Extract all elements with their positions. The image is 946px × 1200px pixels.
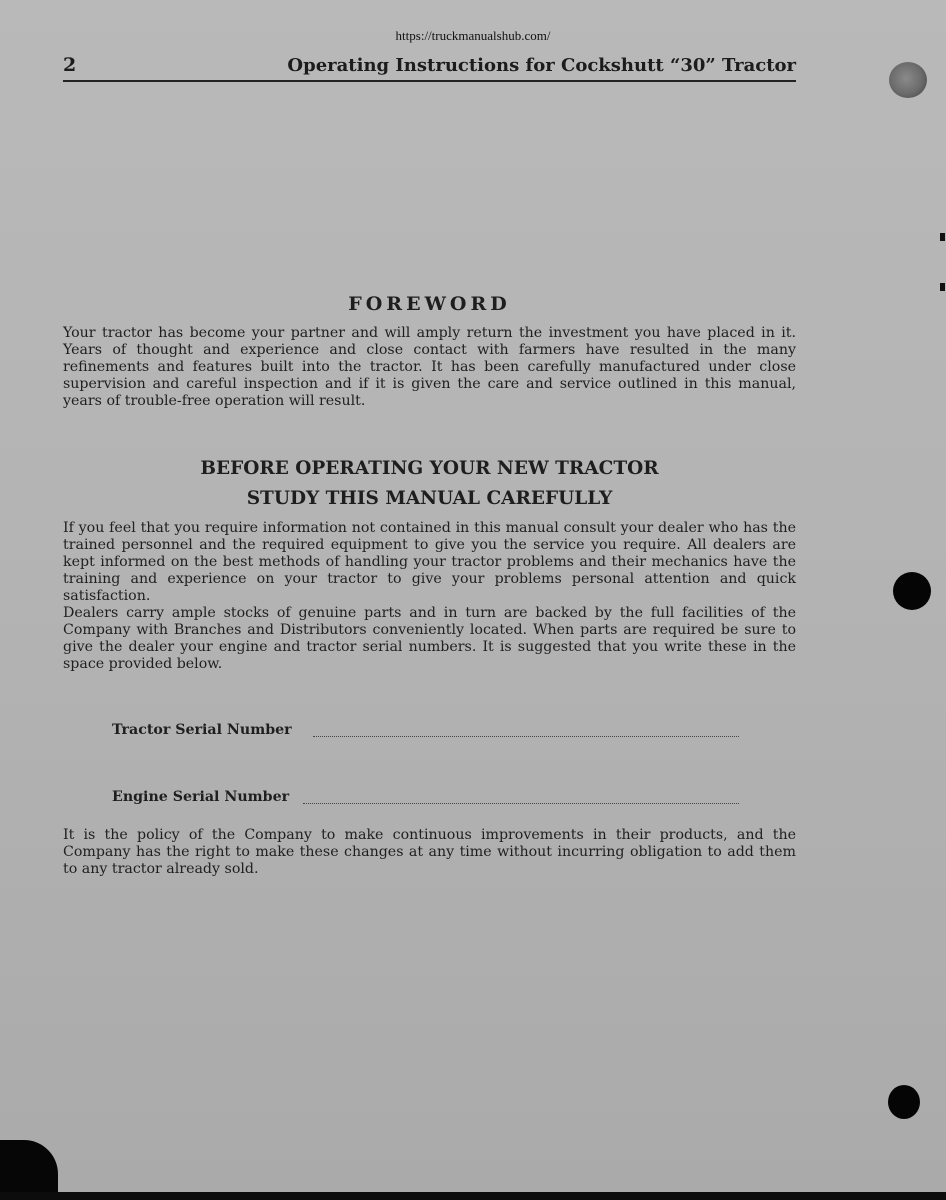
scan-corner-shadow — [0, 1140, 58, 1200]
punch-hole-bottom — [888, 1085, 920, 1119]
edge-mark — [940, 283, 945, 291]
parts-paragraph: Dealers carry ample stocks of genuine parts and in turn are backed by the full facilities of the Company with Branches and Distributors conveniently located. When parts are required be sure to give the dealer your engine and tractor serial numbers. It is suggested that you write these in the space provided below. — [63, 605, 796, 672]
before-operating-heading: BEFORE OPERATING YOUR NEW TRACTOR — [200, 458, 659, 479]
engine-serial-line — [303, 803, 739, 804]
tractor-serial-label: Tractor Serial Number — [112, 722, 292, 738]
page-number: 2 — [63, 54, 77, 76]
engine-serial-label: Engine Serial Number — [112, 789, 290, 805]
punch-hole-top — [889, 62, 927, 98]
dealer-paragraph: If you feel that you require information not contained in this manual consult your dealer who has the trained personnel and the required equipment to give you the service you require. All dealers are kept informed on the best methods of handling your tractor problems and their mechanics have the training and experience on your tractor to give your problems personal attention and quick satisfaction. — [63, 520, 796, 604]
edge-mark — [940, 233, 945, 241]
running-title: Operating Instructions for Cockshutt “30” Tractor — [287, 55, 796, 76]
foreword-heading: FOREWORD — [348, 293, 511, 315]
tractor-serial-line — [313, 736, 739, 737]
punch-hole-middle — [893, 572, 931, 610]
policy-paragraph: It is the policy of the Company to make continuous improvements in their products, and the Company has the right to make these changes at any time without incurring obligation to add them to any tractor already sold. — [63, 827, 796, 877]
source-url: https://truckmanualshub.com/ — [395, 28, 551, 43]
foreword-paragraph: Your tractor has become your partner and will amply return the investment you have placed in it. Years of thought and experience and close contact with farmers have resulted in the many refinements and features built into the tractor. It has been carefully manufactured under close supervision and careful inspection and if it is given the care and service outlined in this manual, years of trouble-free operation will result. — [63, 325, 796, 409]
scan-bottom-edge — [0, 1192, 946, 1200]
header-rule — [63, 80, 796, 82]
study-manual-heading: STUDY THIS MANUAL CAREFULLY — [246, 488, 613, 509]
